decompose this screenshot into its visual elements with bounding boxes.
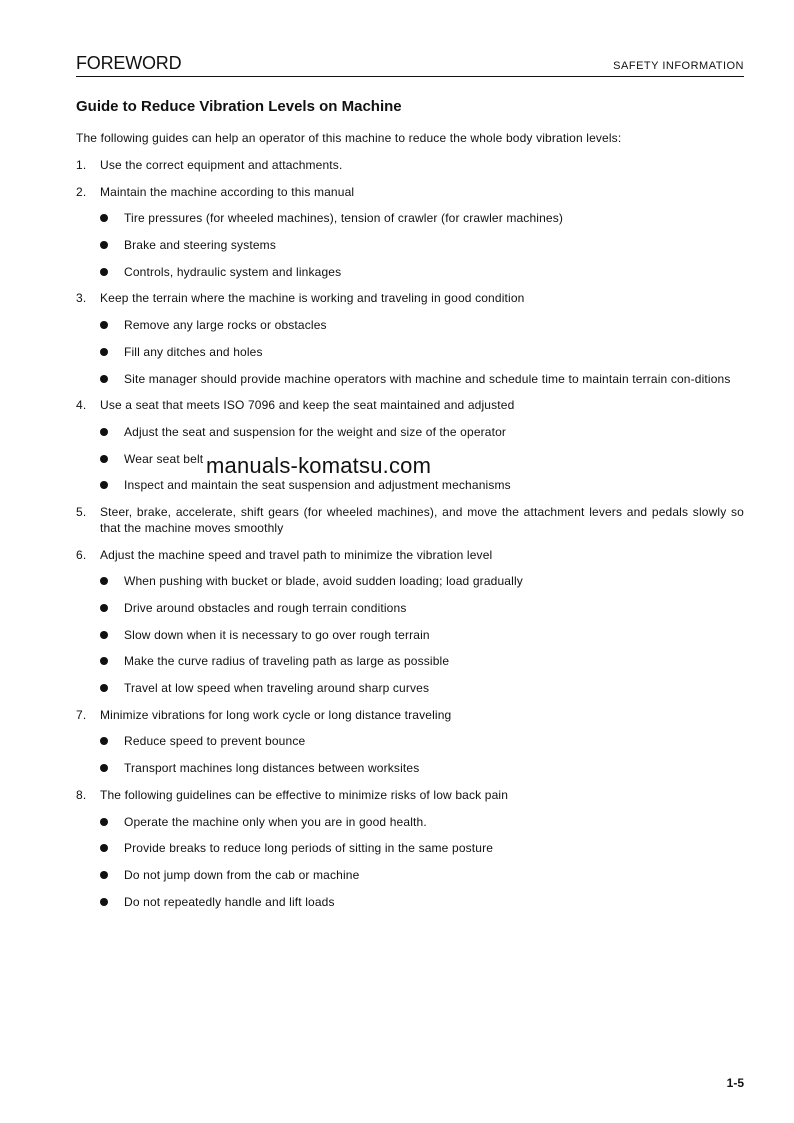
bullet-icon bbox=[100, 737, 108, 745]
list-item bbox=[76, 184, 744, 200]
sub-item bbox=[76, 894, 744, 910]
page-header bbox=[76, 52, 744, 77]
chapter-title: SAFETY INFORMATION bbox=[613, 60, 744, 72]
bullet-icon bbox=[100, 844, 108, 852]
sub-item-text: Do not jump down from the cab or machine bbox=[124, 867, 360, 882]
item-number: 8. bbox=[76, 787, 87, 802]
sub-item bbox=[76, 867, 744, 883]
bullet-icon bbox=[100, 898, 108, 906]
intro-text: The following guides can help an operator of this machine to reduce the whole body vibration levels: bbox=[76, 131, 622, 145]
bullet-icon bbox=[100, 428, 108, 436]
sub-item bbox=[76, 210, 744, 226]
page-number: 1-5 bbox=[726, 1076, 744, 1090]
sub-item bbox=[76, 477, 744, 493]
sub-item bbox=[76, 424, 744, 440]
section-title: FOREWORD bbox=[76, 53, 182, 73]
sub-item bbox=[76, 814, 744, 830]
bullet-icon bbox=[100, 241, 108, 249]
sub-item-text: Operate the machine only when you are in good health. bbox=[124, 814, 427, 829]
sub-item bbox=[76, 573, 744, 589]
list-item bbox=[76, 504, 744, 536]
bullet-icon bbox=[100, 268, 108, 276]
list-item bbox=[76, 547, 744, 563]
sub-item-text: Controls, hydraulic system and linkages bbox=[124, 264, 342, 279]
item-text: Adjust the machine speed and travel path to minimize the vibration level bbox=[100, 547, 493, 562]
sub-item-text: Reduce speed to prevent bounce bbox=[124, 734, 306, 749]
watermark-text: manuals-komatsu.com bbox=[206, 453, 432, 478]
sub-item bbox=[76, 264, 744, 280]
sub-item-text: Brake and steering systems bbox=[124, 238, 276, 253]
bullet-icon bbox=[100, 481, 108, 489]
list-item bbox=[76, 787, 744, 803]
sub-item-text: Do not repeatedly handle and lift loads bbox=[124, 894, 335, 909]
bullet-icon bbox=[100, 604, 108, 612]
sub-item-text: Adjust the seat and suspension for the weight and size of the operator bbox=[124, 424, 507, 439]
sub-item-text: Tire pressures (for wheeled machines), tension of crawler (for crawler machines) bbox=[124, 211, 564, 226]
guide-list bbox=[76, 157, 744, 920]
bullet-icon bbox=[100, 631, 108, 639]
sub-item bbox=[76, 237, 744, 253]
item-text: Maintain the machine according to this manual bbox=[100, 184, 355, 199]
list-item bbox=[76, 707, 744, 723]
list-item bbox=[76, 290, 744, 306]
sub-item-text: Travel at low speed when traveling around sharp curves bbox=[124, 681, 430, 696]
sub-item bbox=[76, 344, 744, 360]
item-number: 7. bbox=[76, 707, 87, 722]
bullet-icon bbox=[100, 375, 108, 383]
item-number: 4. bbox=[76, 398, 87, 413]
item-text: Use the correct equipment and attachments. bbox=[100, 158, 343, 172]
sub-item bbox=[76, 680, 744, 696]
item-text: The following guidelines can be effective to minimize risks of low back pain bbox=[100, 787, 509, 802]
item-text: Steer, brake, accelerate, shift gears (for wheeled machines), and move the attachment levers and pedals slowly so that the machine moves smoothly bbox=[100, 504, 744, 535]
sub-item-text: Slow down when it is necessary to go over rough terrain bbox=[124, 627, 430, 642]
sub-item-text: When pushing with bucket or blade, avoid sudden loading; load gradually bbox=[124, 574, 523, 589]
item-number: 3. bbox=[76, 291, 87, 306]
list-item bbox=[76, 397, 744, 413]
sub-item-text: Inspect and maintain the seat suspension and adjustment mechanisms bbox=[124, 478, 511, 493]
item-text: Keep the terrain where the machine is working and traveling in good condition bbox=[100, 291, 525, 306]
bullet-icon bbox=[100, 818, 108, 826]
sub-item bbox=[76, 760, 744, 776]
bullet-icon bbox=[100, 577, 108, 585]
sub-item-text: Remove any large rocks or obstacles bbox=[124, 318, 327, 333]
sub-item-text: Fill any ditches and holes bbox=[124, 344, 263, 359]
bullet-icon bbox=[100, 321, 108, 329]
sub-item-text: Site manager should provide machine operators with machine and schedule time to maintain terrain con-ditions bbox=[124, 371, 731, 386]
bullet-icon bbox=[100, 871, 108, 879]
sub-item-text: Provide breaks to reduce long periods of sitting in the same posture bbox=[124, 841, 494, 856]
sub-item-text: Transport machines long distances between worksites bbox=[124, 761, 420, 776]
sub-item bbox=[76, 653, 744, 669]
item-number: 5. bbox=[76, 504, 87, 519]
item-text: Use a seat that meets ISO 7096 and keep the seat maintained and adjusted bbox=[100, 398, 515, 413]
list-item bbox=[76, 157, 744, 173]
item-number: 1. bbox=[76, 158, 87, 172]
item-number: 2. bbox=[76, 184, 87, 199]
sub-item bbox=[76, 371, 744, 387]
sub-item-text: Make the curve radius of traveling path as large as possible bbox=[124, 654, 450, 669]
bullet-icon bbox=[100, 348, 108, 356]
bullet-icon bbox=[100, 657, 108, 665]
sub-item bbox=[76, 600, 744, 616]
bullet-icon bbox=[100, 214, 108, 222]
bullet-icon bbox=[100, 684, 108, 692]
page-title: Guide to Reduce Vibration Levels on Machine bbox=[76, 98, 402, 115]
item-number: 6. bbox=[76, 547, 87, 562]
sub-item-text: Drive around obstacles and rough terrain conditions bbox=[124, 601, 407, 615]
bullet-icon bbox=[100, 455, 108, 463]
sub-item bbox=[76, 627, 744, 643]
sub-item bbox=[76, 317, 744, 333]
sub-item-text: Wear seat belt bbox=[124, 451, 204, 466]
sub-item bbox=[76, 733, 744, 749]
item-text: Minimize vibrations for long work cycle or long distance traveling bbox=[100, 707, 452, 722]
bullet-icon bbox=[100, 764, 108, 772]
sub-item bbox=[76, 840, 744, 856]
